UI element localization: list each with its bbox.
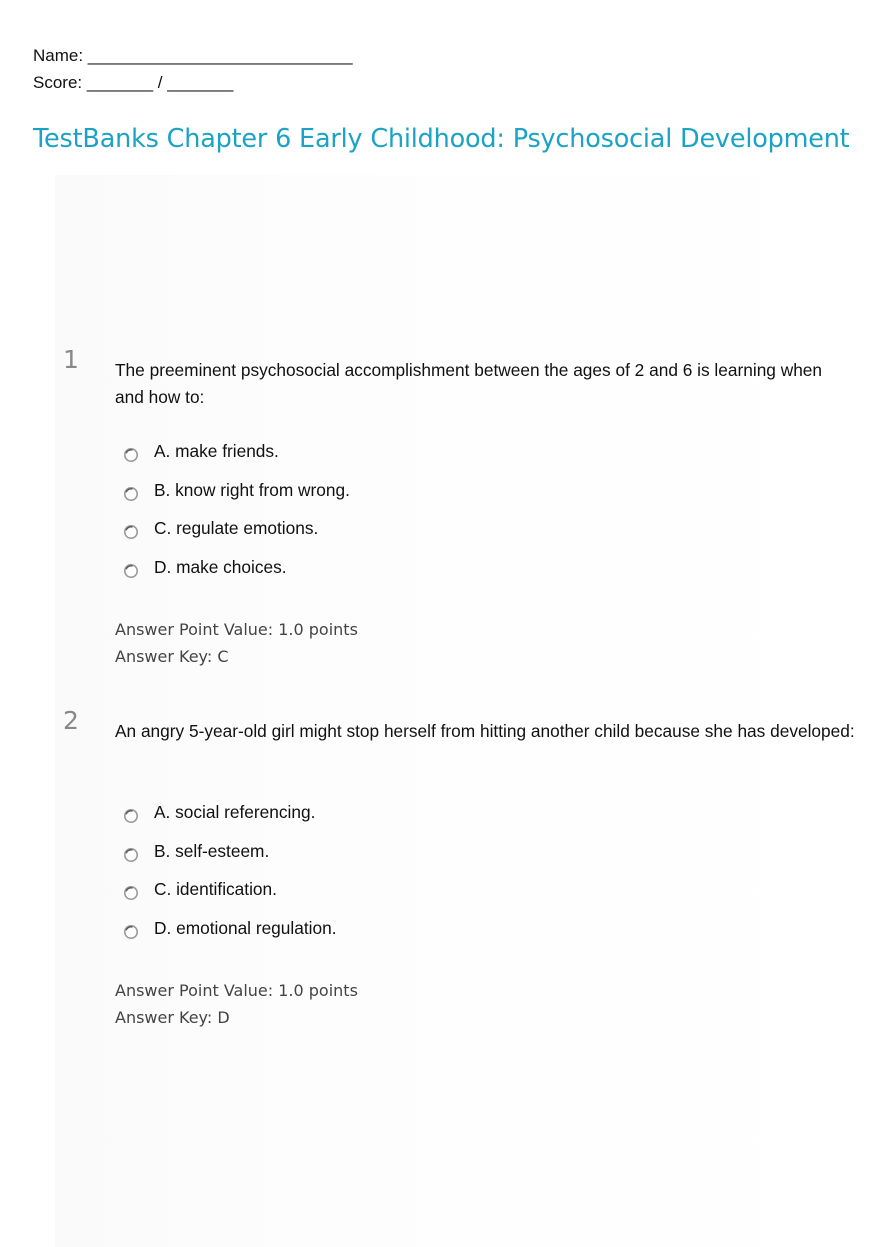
score-line: Score: _______ / _______: [33, 73, 234, 92]
radio-button-icon[interactable]: [123, 924, 139, 940]
option-label: C. regulate emotions.: [154, 518, 319, 539]
answer-options: [123, 802, 337, 956]
answer-key: Answer Key: D: [115, 1008, 230, 1027]
question-number: 1: [63, 345, 79, 374]
option-c[interactable]: [123, 879, 337, 918]
option-c[interactable]: [123, 518, 350, 557]
option-a[interactable]: [123, 441, 350, 480]
option-label: A. make friends.: [154, 441, 279, 461]
question-text: An angry 5-year-old girl might stop herself from hitting another child because she has developed:: [115, 721, 855, 741]
radio-button-icon[interactable]: [123, 885, 139, 901]
radio-button-icon[interactable]: [123, 563, 139, 579]
option-label: A. social referencing.: [154, 802, 316, 822]
option-label: D. make choices.: [154, 556, 287, 577]
question-number: 2: [63, 706, 79, 735]
option-b[interactable]: [123, 480, 350, 519]
option-label: B. self-esteem.: [154, 840, 270, 861]
question-text: The preeminent psychosocial accomplishment between the ages of 2 and 6 is learning when and how to:: [115, 360, 823, 407]
page-title: TestBanks Chapter 6 Early Childhood: Psychosocial Development: [33, 124, 850, 154]
content-background: [55, 175, 880, 1247]
radio-button-icon[interactable]: [123, 447, 139, 463]
name-line: Name: ____________________________: [33, 46, 353, 65]
option-d[interactable]: [123, 557, 350, 596]
student-header: [33, 42, 353, 96]
radio-button-icon[interactable]: [123, 847, 139, 863]
option-a[interactable]: [123, 802, 337, 841]
option-d[interactable]: [123, 918, 337, 957]
radio-button-icon[interactable]: [123, 808, 139, 824]
radio-button-icon[interactable]: [123, 524, 139, 540]
option-label: C. identification.: [154, 879, 277, 900]
point-value: Answer Point Value: 1.0 points: [115, 620, 358, 639]
point-value: Answer Point Value: 1.0 points: [115, 981, 358, 1000]
answer-key: Answer Key: C: [115, 647, 229, 666]
option-label: D. emotional regulation.: [154, 917, 337, 938]
radio-button-icon[interactable]: [123, 486, 139, 502]
option-b[interactable]: [123, 841, 337, 880]
option-label: B. know right from wrong.: [154, 479, 350, 500]
answer-options: [123, 441, 350, 595]
